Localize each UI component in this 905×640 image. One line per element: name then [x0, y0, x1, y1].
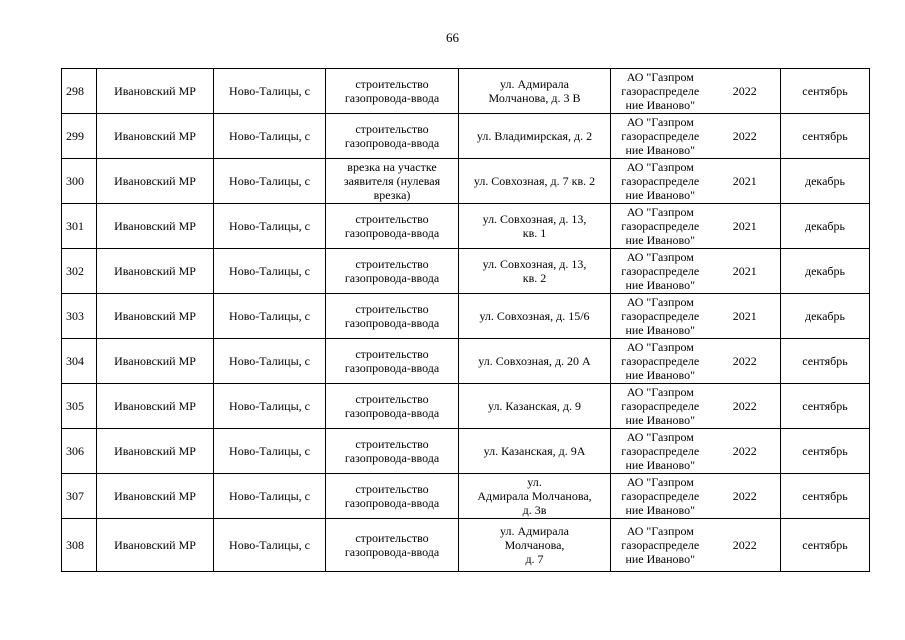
- month-cell: сентябрь: [781, 384, 870, 429]
- district-cell: Ивановский МР: [97, 474, 214, 519]
- year-cell: 2021: [710, 249, 781, 294]
- settlement-cell: Ново-Талицы, с: [214, 114, 326, 159]
- row-number-cell: 299: [62, 114, 97, 159]
- address-cell: [459, 204, 611, 249]
- address-cell-line: ул. Адмирала: [500, 524, 569, 538]
- district-cell: Ивановский МР: [97, 159, 214, 204]
- work-type-cell-line: газопровода-ввода: [344, 451, 440, 465]
- work-type-cell: [326, 429, 459, 474]
- year-cell: 2021: [710, 159, 781, 204]
- settlement-cell: Ново-Талицы, с: [214, 159, 326, 204]
- settlement-cell: Ново-Талицы, с: [214, 519, 326, 572]
- organization-cell-line: ние Иваново": [625, 143, 696, 157]
- organization-cell-line: ние Иваново": [625, 458, 696, 472]
- settlement-cell: Ново-Талицы, с: [214, 204, 326, 249]
- year-cell: 2022: [710, 474, 781, 519]
- work-type-cell: [326, 249, 459, 294]
- table-row: [62, 204, 870, 249]
- month-cell: сентябрь: [781, 114, 870, 159]
- row-number-cell: 301: [62, 204, 97, 249]
- address-cell: [459, 159, 611, 204]
- address-cell-line: д. 7: [525, 552, 544, 566]
- organization-cell-line: ние Иваново": [625, 552, 696, 566]
- page-number: 66: [446, 30, 459, 45]
- work-type-cell-line: строительство: [355, 531, 429, 545]
- work-type-cell: [326, 294, 459, 339]
- district-cell: Ивановский МР: [97, 69, 214, 114]
- address-cell-line: ул. Казанская, д. 9А: [483, 444, 586, 458]
- table-row: [62, 519, 870, 572]
- settlement-cell: Ново-Талицы, с: [214, 69, 326, 114]
- organization-cell-line: газораспределе: [621, 538, 700, 552]
- address-cell-line: ул.: [527, 475, 542, 489]
- district-cell: Ивановский МР: [97, 384, 214, 429]
- organization-cell: [611, 69, 710, 114]
- organization-cell: [611, 159, 710, 204]
- work-type-cell: [326, 204, 459, 249]
- organization-cell-line: АО "Газпром: [626, 524, 694, 538]
- objects-table: [61, 68, 870, 572]
- year-cell: 2022: [710, 384, 781, 429]
- address-cell: [459, 339, 611, 384]
- address-cell-line: ул. Совхозная, д. 7 кв. 2: [473, 174, 596, 188]
- table-row: [62, 429, 870, 474]
- organization-cell-line: газораспределе: [621, 354, 700, 368]
- work-type-cell-line: врезка): [373, 188, 411, 202]
- address-cell-line: ул. Адмирала: [500, 77, 569, 91]
- row-number-cell: 304: [62, 339, 97, 384]
- organization-cell: [611, 294, 710, 339]
- work-type-cell-line: газопровода-ввода: [344, 361, 440, 375]
- row-number-cell: 298: [62, 69, 97, 114]
- organization-cell-line: АО "Газпром: [626, 115, 694, 129]
- settlement-cell: Ново-Талицы, с: [214, 384, 326, 429]
- address-cell: [459, 384, 611, 429]
- organization-cell-line: АО "Газпром: [626, 205, 694, 219]
- organization-cell-line: АО "Газпром: [626, 385, 694, 399]
- month-cell: сентябрь: [781, 429, 870, 474]
- district-cell: Ивановский МР: [97, 204, 214, 249]
- work-type-cell-line: газопровода-ввода: [344, 91, 440, 105]
- year-cell: 2022: [710, 429, 781, 474]
- organization-cell-line: АО "Газпром: [626, 430, 694, 444]
- organization-cell: [611, 519, 710, 572]
- month-cell: сентябрь: [781, 339, 870, 384]
- work-type-cell-line: газопровода-ввода: [344, 406, 440, 420]
- address-cell-line: Молчанова, д. 3 В: [488, 91, 581, 105]
- organization-cell-line: АО "Газпром: [626, 340, 694, 354]
- table-row: [62, 339, 870, 384]
- work-type-cell-line: газопровода-ввода: [344, 545, 440, 559]
- address-cell: [459, 519, 611, 572]
- work-type-cell-line: строительство: [355, 122, 429, 136]
- work-type-cell-line: заявителя (нулевая: [343, 174, 441, 188]
- organization-cell-line: газораспределе: [621, 399, 700, 413]
- organization-cell-line: ние Иваново": [625, 503, 696, 517]
- organization-cell-line: газораспределе: [621, 309, 700, 323]
- work-type-cell-line: строительство: [355, 347, 429, 361]
- district-cell: Ивановский МР: [97, 429, 214, 474]
- organization-cell-line: АО "Газпром: [626, 250, 694, 264]
- organization-cell-line: ние Иваново": [625, 98, 696, 112]
- organization-cell: [611, 339, 710, 384]
- work-type-cell-line: газопровода-ввода: [344, 271, 440, 285]
- table-row: [62, 114, 870, 159]
- settlement-cell: Ново-Талицы, с: [214, 474, 326, 519]
- work-type-cell: [326, 114, 459, 159]
- settlement-cell: Ново-Талицы, с: [214, 294, 326, 339]
- organization-cell-line: АО "Газпром: [626, 70, 694, 84]
- year-cell: 2022: [710, 519, 781, 572]
- address-cell-line: ул. Казанская, д. 9: [487, 399, 582, 413]
- row-number-cell: 307: [62, 474, 97, 519]
- month-cell: декабрь: [781, 204, 870, 249]
- organization-cell: [611, 384, 710, 429]
- district-cell: Ивановский МР: [97, 294, 214, 339]
- address-cell-line: ул. Совхозная, д. 20 А: [478, 354, 591, 368]
- address-cell-line: ул. Владимирская, д. 2: [476, 129, 593, 143]
- table-row: [62, 69, 870, 114]
- work-type-cell-line: строительство: [355, 302, 429, 316]
- organization-cell-line: ние Иваново": [625, 233, 696, 247]
- month-cell: декабрь: [781, 159, 870, 204]
- address-cell: [459, 114, 611, 159]
- table-row: [62, 474, 870, 519]
- work-type-cell-line: газопровода-ввода: [344, 316, 440, 330]
- organization-cell-line: газораспределе: [621, 219, 700, 233]
- work-type-cell-line: газопровода-ввода: [344, 496, 440, 510]
- organization-cell-line: АО "Газпром: [626, 475, 694, 489]
- row-number-cell: 302: [62, 249, 97, 294]
- year-cell: 2021: [710, 204, 781, 249]
- year-cell: 2022: [710, 114, 781, 159]
- work-type-cell-line: газопровода-ввода: [344, 226, 440, 240]
- organization-cell: [611, 474, 710, 519]
- organization-cell-line: газораспределе: [621, 84, 700, 98]
- organization-cell-line: газораспределе: [621, 174, 700, 188]
- organization-cell: [611, 204, 710, 249]
- table-row: [62, 384, 870, 429]
- settlement-cell: Ново-Талицы, с: [214, 339, 326, 384]
- work-type-cell-line: строительство: [355, 77, 429, 91]
- address-cell: [459, 429, 611, 474]
- month-cell: декабрь: [781, 294, 870, 339]
- month-cell: декабрь: [781, 249, 870, 294]
- address-cell-line: д. 3в: [522, 503, 547, 517]
- table-row: [62, 159, 870, 204]
- address-cell-line: Молчанова,: [504, 538, 565, 552]
- organization-cell: [611, 114, 710, 159]
- organization-cell-line: АО "Газпром: [626, 160, 694, 174]
- organization-cell-line: газораспределе: [621, 264, 700, 278]
- work-type-cell-line: строительство: [355, 257, 429, 271]
- row-number-cell: 306: [62, 429, 97, 474]
- year-cell: 2022: [710, 339, 781, 384]
- organization-cell-line: ние Иваново": [625, 323, 696, 337]
- table-row: [62, 249, 870, 294]
- table-row: [62, 294, 870, 339]
- organization-cell-line: газораспределе: [621, 444, 700, 458]
- address-cell-line: ул. Совхозная, д. 13,: [482, 212, 587, 226]
- work-type-cell-line: строительство: [355, 482, 429, 496]
- address-cell-line: кв. 1: [522, 226, 547, 240]
- month-cell: сентябрь: [781, 519, 870, 572]
- work-type-cell-line: строительство: [355, 212, 429, 226]
- settlement-cell: Ново-Талицы, с: [214, 429, 326, 474]
- work-type-cell: [326, 384, 459, 429]
- organization-cell-line: ние Иваново": [625, 188, 696, 202]
- month-cell: сентябрь: [781, 69, 870, 114]
- address-cell: [459, 69, 611, 114]
- organization-cell-line: ние Иваново": [625, 278, 696, 292]
- work-type-cell-line: газопровода-ввода: [344, 136, 440, 150]
- work-type-cell: [326, 339, 459, 384]
- table-body: [62, 69, 870, 572]
- address-cell: [459, 474, 611, 519]
- district-cell: Ивановский МР: [97, 519, 214, 572]
- address-cell: [459, 249, 611, 294]
- work-type-cell-line: строительство: [355, 392, 429, 406]
- settlement-cell: Ново-Талицы, с: [214, 249, 326, 294]
- organization-cell-line: ние Иваново": [625, 368, 696, 382]
- organization-cell-line: газораспределе: [621, 129, 700, 143]
- address-cell: [459, 294, 611, 339]
- district-cell: Ивановский МР: [97, 249, 214, 294]
- year-cell: 2022: [710, 69, 781, 114]
- work-type-cell: [326, 159, 459, 204]
- row-number-cell: 303: [62, 294, 97, 339]
- organization-cell: [611, 249, 710, 294]
- address-cell-line: ул. Совхозная, д. 15/6: [479, 309, 590, 323]
- row-number-cell: 308: [62, 519, 97, 572]
- district-cell: Ивановский МР: [97, 339, 214, 384]
- work-type-cell: [326, 69, 459, 114]
- organization-cell-line: ние Иваново": [625, 413, 696, 427]
- organization-cell-line: АО "Газпром: [626, 295, 694, 309]
- work-type-cell: [326, 519, 459, 572]
- work-type-cell-line: врезка на участке: [347, 160, 437, 174]
- row-number-cell: 305: [62, 384, 97, 429]
- address-cell-line: кв. 2: [522, 271, 547, 285]
- address-cell-line: Адмирала Молчанова,: [477, 489, 592, 503]
- organization-cell-line: газораспределе: [621, 489, 700, 503]
- year-cell: 2021: [710, 294, 781, 339]
- work-type-cell-line: строительство: [355, 437, 429, 451]
- work-type-cell: [326, 474, 459, 519]
- organization-cell: [611, 429, 710, 474]
- month-cell: сентябрь: [781, 474, 870, 519]
- district-cell: Ивановский МР: [97, 114, 214, 159]
- row-number-cell: 300: [62, 159, 97, 204]
- address-cell-line: ул. Совхозная, д. 13,: [482, 257, 587, 271]
